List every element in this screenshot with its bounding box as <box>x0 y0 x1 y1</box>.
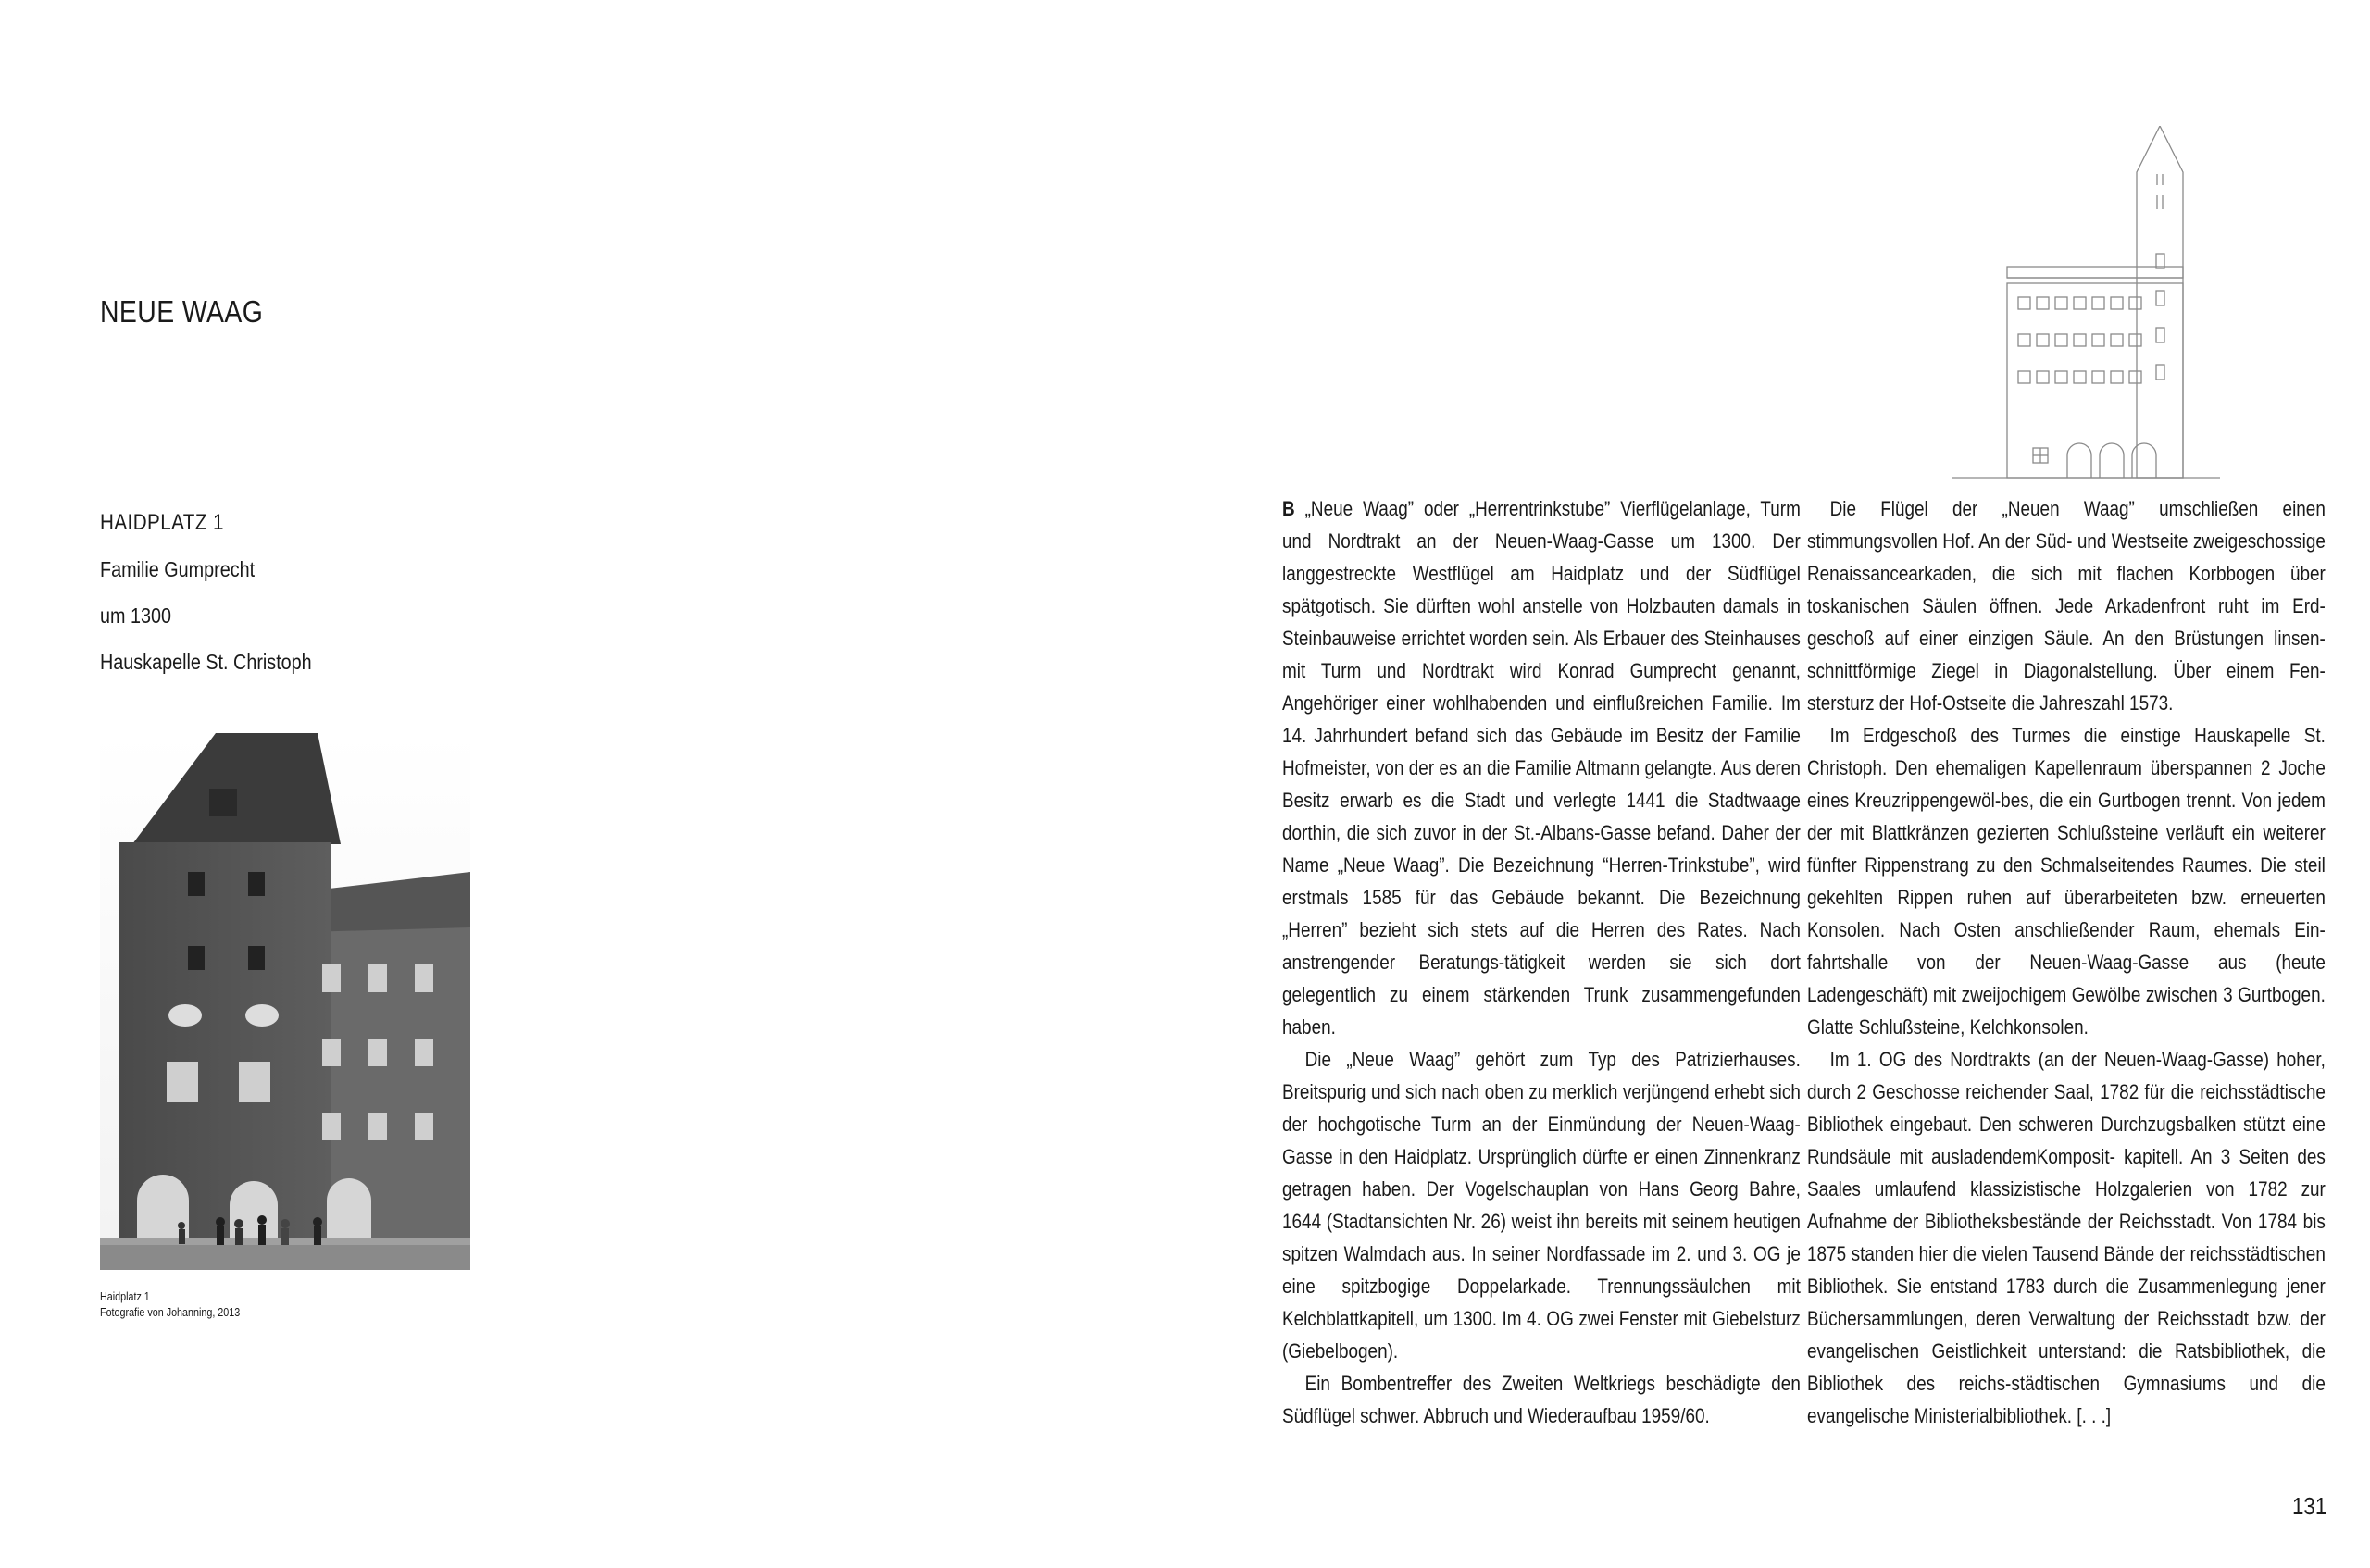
paragraph: Die „Neue Waag” gehört zum Typ des Patrizierhauses. Breitspurig und sich nach oben zu merklich verjüngend erhebt sich der hochgotische Turm an der Einmündung der Neuen-Waag-Gasse in den Haidplatz. Ursprünglich dürfte er einen Zinnenkranz getragen haben. Der Vogelschauplan von Hans Georg Bahre, 1644 (Stadtansichten Nr. 26) weist ihn bereits mit seinem heutigen spitzen Walmdach aus. In seiner Nordfassade im 2. und 3. OG je eine spitzbogige Doppelarkade. Trennungssäulchen mit Kelchblattkapitell, um 1300. Im 4. OG zwei Fenster mit Giebelsturz (Giebelbogen). <box>1282 1048 1801 1363</box>
address: HAIDPLATZ 1 <box>100 510 224 535</box>
date: um 1300 <box>100 604 171 628</box>
caption-credit: Fotografie von Johanning, 2013 <box>100 1306 241 1319</box>
photo-caption <box>100 1289 263 1321</box>
family: Familie Gumprecht <box>100 557 256 581</box>
building-photo <box>100 733 470 1270</box>
paragraph: Die Flügel der „Neuen Waag” umschließen einen stimmungsvollen Hof. An der Süd- und Westseite zweigeschossige Renaissancearkaden, die sich mit flachen Korbbogen über toskanischen Säulen öffnen. Jede Arkadenfront ruht im Erd-geschoß auf einer einzigen Säule. An den Brüstungen linsen-schnittförmige Ziegel in Diagonalstellung. Über einem Fen-stersturz der Hof-Ostseite die Jahreszahl 1573. <box>1807 497 2326 715</box>
building-meta <box>100 500 489 685</box>
text-column-2 <box>1807 492 2326 1432</box>
caption-line: Haidplatz 1 <box>100 1290 150 1303</box>
paragraph: Im Erdgeschoß des Turmes die einstige Hauskapelle St. Christoph. Den ehemaligen Kapellenraum überspannen 2 Joche eines Kreuzrippengewöl-bes, die ein Gurtbogen trennt. Von jedem der mit Blattkränzen gezierten Schlußsteine verläuft ein weiterer fünfter Rippenstrang zu den Schmalseitendes Raumes. Die steil gekehlten Rippen ruhen auf überarbeiteten bzw. erneuerten Konsolen. Nach Osten anschließender Raum, ehemals Ein-fahrtshalle von der Neuen-Waag-Gasse aus (heute Ladengeschäft) mit zweijochigem Gewölbe zwischen 3 Gurtbogen. Glatte Schlußsteine, Kelchkonsolen. <box>1807 724 2326 1039</box>
page-title: NEUE WAAG <box>100 294 264 329</box>
paragraph <box>1282 492 1801 1043</box>
paragraph: Ein Bombentreffer des Zweiten Weltkriegs beschädigte den Südflügel schwer. Abbruch und Wiederaufbau 1959/60. <box>1282 1372 1801 1427</box>
page-number: 131 <box>2292 1492 2327 1520</box>
paragraph: Im 1. OG des Nordtrakts (an der Neuen-Waag-Gasse) hoher, durch 2 Geschosse reichender Saal, 1782 für die reichsstädtische Bibliothek eingebaut. Den schweren Durchzugsbalken stützt eine Rundsäule mit ausladendemKomposit- kapitell. An 3 Seiten des Saales umlaufend klassizistische Holzgalerien von 1782 zur Aufnahme der Bibliotheksbestände der Reichsstadt. Von 1784 bis 1875 standen hier die vielen Tausend Bände der reichsstädtischen Bibliothek. Sie entstand 1783 durch die Zusammenlegung jener Büchersammlungen, deren Verwaltung der Reichsstadt bzw. der evangelischen Geistlichkeit unterstand: die Ratsbibliothek, die Bibliothek des reichs-städtischen Gymnasiums und die evangelische Ministerialbibliothek. [. . .] <box>1807 1048 2326 1427</box>
paragraph-text: „Neue Waag” oder „Herrentrinkstube” Vierflügelanlage, Turm und Nordtrakt an der Neuen-Waag-Gasse um 1300. Der langgestreckte Westflügel am Haidplatz und der Südflügel spätgotisch. Sie dürften wohl anstelle von Holzbauten damals in Steinbauweise errichtet worden sein. Als Erbauer des Steinhauses mit Turm und Nordtrakt wird Konrad Gumprecht genannt, Angehöriger einer wohlhabenden und einflußreichen Familie. Im 14. Jahrhundert befand sich das Gebäude im Besitz der Familie Hofmeister, von der es an die Familie Altmann gelangte. Aus deren Besitz erwarb es die Stadt und verlegte 1441 die Stadtwaage dorthin, die sich zuvor in der St.-Albans-Gasse befand. Daher der Name „Neue Waag”. Die Bezeichnung “Herren-Trinkstube”, wird erstmals 1585 für das Gebäude bekannt. Die Bezeichnung „Herren” bezieht sich stets auf die Herren des Rates. Nach anstrengender Beratungs-tätigkeit werden sie sich dort gelegentlich zu einem stärkenden Trunk zusammengefunden haben. <box>1282 497 1801 1039</box>
text-column-1 <box>1282 492 1801 1432</box>
building-elevation-sketch <box>1952 126 2220 481</box>
lead-letter: B <box>1282 497 1295 520</box>
chapel: Hauskapelle St. Christoph <box>100 650 312 674</box>
